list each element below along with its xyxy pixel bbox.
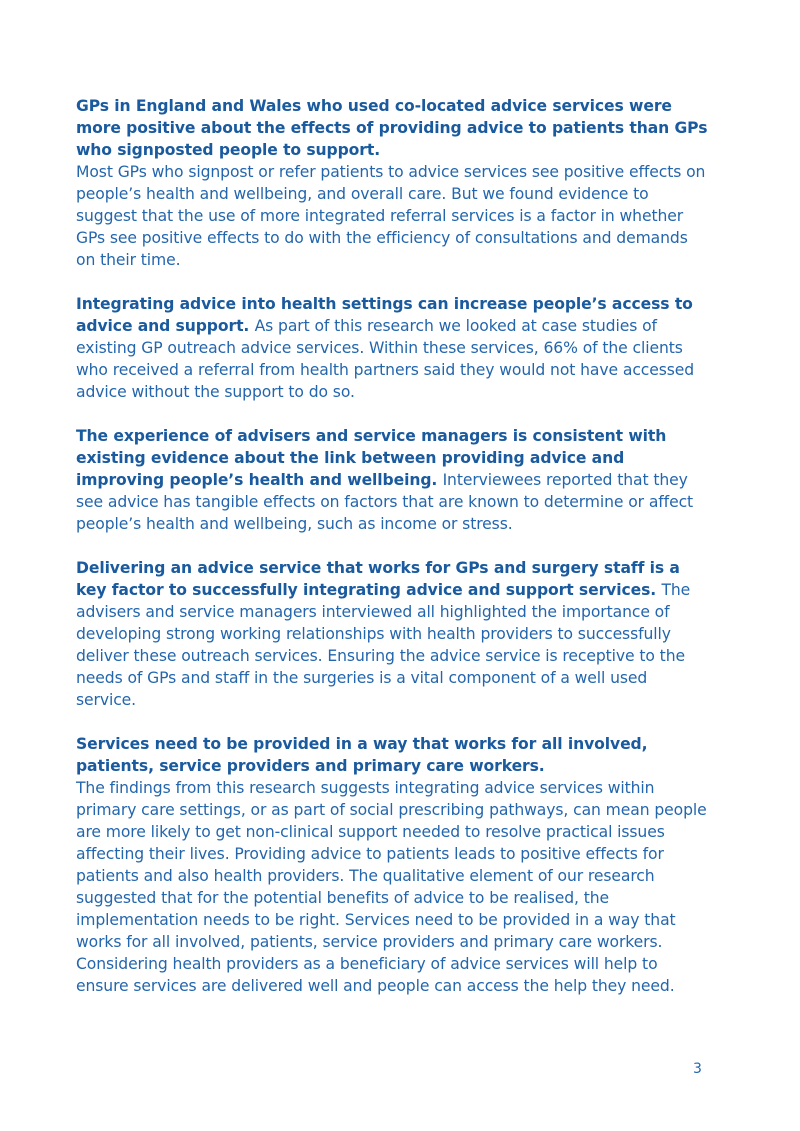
- section-co-located-advice: [76, 95, 708, 271]
- section-heading: GPs in England and Wales who used co-located advice services were more positive about the effects of providing advice to patients than GPs who signposted people to support.: [76, 97, 708, 159]
- section-adviser-experience: [76, 425, 708, 535]
- section-integrating-advice: [76, 293, 708, 403]
- section-delivering-service: [76, 557, 708, 711]
- section-body: As part of this research we looked at case studies of existing GP outreach advice services. Within these services, 66% of the clients who received a referral from health partners said they would not have accessed advice without the support to do so.: [76, 317, 695, 401]
- section-body: Interviewees reported that they see advice has tangible effects on factors that are known to determine or affect people’s health and wellbeing, such as income or stress.: [76, 471, 694, 533]
- section-heading: The experience of advisers and service managers is consistent with existing evidence about the link between providing advice and improving people’s health and wellbeing.: [76, 427, 667, 489]
- section-heading: Integrating advice into health settings can increase people’s access to advice and support.: [76, 295, 693, 335]
- section-body: Most GPs who signpost or refer patients to advice services see positive effects on people’s health and wellbeing, and overall care. But we found evidence to suggest that the use of more integrated referral services is a factor in whether GPs see positive effects to do with the efficiency of consultations and demands on their time.: [76, 163, 706, 269]
- page-content: [76, 95, 708, 1019]
- section-body: The findings from this research suggests integrating advice services within primary care settings, or as part of social prescribing pathways, can mean people are more likely to get non-clinical support needed to resolve practical issues affecting their lives. Providing advice to patients leads to positive effects for patients and also health providers. The qualitative element of our research suggested that for the potential benefits of advice to be realised, the implementation needs to be right. Services need to be provided in a way that works for all involved, patients, service providers and primary care workers. Considering health providers as a beneficiary of advice services will help to ensure services are delivered well and people can access the help they need.: [76, 779, 707, 995]
- section-body: The advisers and service managers interviewed all highlighted the importance of developing strong working relationships with health providers to successfully deliver these outreach services. Ensuring the advice service is receptive to the needs of GPs and staff in the surgeries is a vital component of a well used service.: [76, 581, 691, 709]
- section-services-provided: [76, 733, 708, 997]
- page-number: 3: [693, 1061, 702, 1077]
- section-heading: Delivering an advice service that works for GPs and surgery staff is a key factor to successfully integrating advice and support services.: [76, 559, 680, 599]
- section-heading: Services need to be provided in a way that works for all involved, patients, service providers and primary care workers.: [76, 735, 648, 775]
